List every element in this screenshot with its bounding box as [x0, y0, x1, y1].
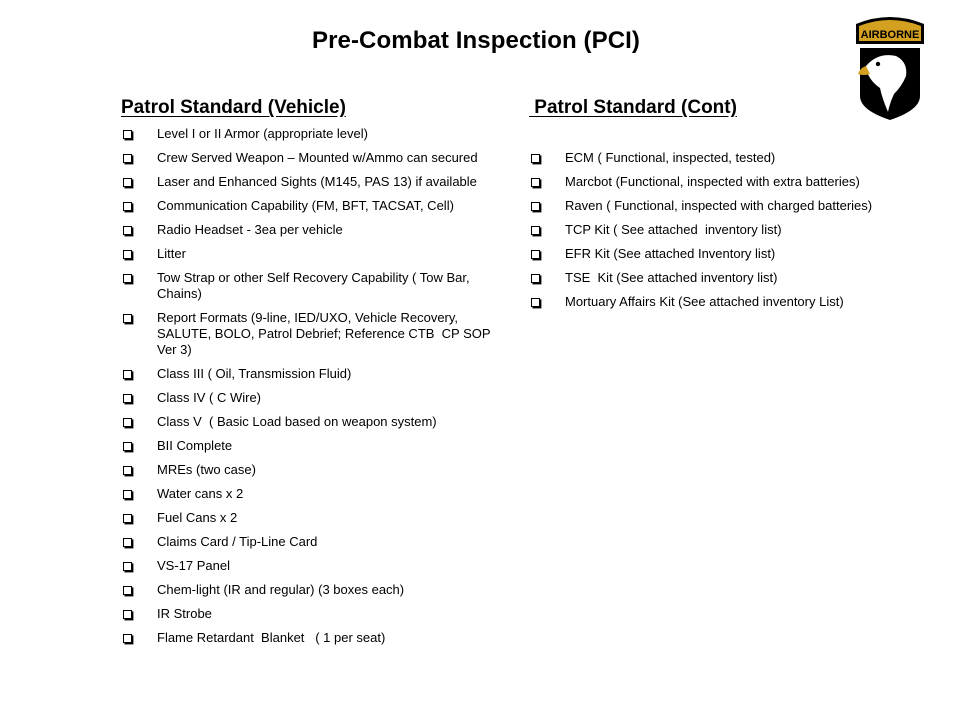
item-label: Chem-light (IR and regular) (3 boxes each) — [157, 582, 405, 597]
checklist-item[interactable] — [529, 294, 925, 310]
item-label: Crew Served Weapon – Mounted w/Ammo can secured — [157, 150, 478, 165]
checklist-item[interactable] — [121, 366, 502, 382]
checkbox[interactable] — [123, 418, 132, 427]
item-label: TCP Kit ( See attached inventory list) — [565, 222, 782, 237]
checklist-item[interactable] — [121, 438, 502, 454]
checkbox[interactable] — [531, 178, 540, 187]
item-label: Water cans x 2 — [157, 486, 244, 501]
checkbox[interactable] — [531, 298, 540, 307]
checkbox[interactable] — [123, 178, 132, 187]
item-label: MREs (two case) — [157, 462, 256, 477]
checkbox[interactable] — [531, 154, 540, 163]
checklist-item[interactable] — [529, 150, 925, 166]
checklist-item[interactable] — [529, 174, 925, 190]
item-label: Fuel Cans x 2 — [157, 510, 238, 525]
item-label: Laser and Enhanced Sights (M145, PAS 13) if available — [157, 174, 477, 189]
item-label: Report Formats (9-line, IED/UXO, Vehicle Recovery, SALUTE, BOLO, Patrol Debrief; Reference CTB CP SOP Ver 3) — [157, 310, 494, 357]
checkbox[interactable] — [123, 634, 132, 643]
checkbox[interactable] — [123, 442, 132, 451]
item-label: Mortuary Affairs Kit (See attached inventory List) — [565, 294, 844, 309]
checkbox[interactable] — [123, 130, 132, 139]
item-label: BII Complete — [157, 438, 233, 453]
checkbox[interactable] — [531, 274, 540, 283]
checklist-item[interactable] — [121, 174, 502, 190]
checkbox[interactable] — [531, 250, 540, 259]
checklist-item[interactable] — [529, 246, 925, 262]
item-label: Class III ( Oil, Transmission Fluid) — [157, 366, 352, 381]
checklist-item[interactable] — [121, 510, 502, 526]
item-label: Class V ( Basic Load based on weapon system) — [157, 414, 437, 429]
checklist-item[interactable] — [121, 310, 502, 358]
checkbox[interactable] — [123, 154, 132, 163]
checklist-item[interactable] — [121, 606, 502, 622]
checklist-item[interactable] — [529, 270, 925, 286]
checklist-item[interactable] — [121, 270, 502, 302]
checklist-item[interactable] — [529, 222, 925, 238]
checklist-item[interactable] — [121, 390, 502, 406]
checkbox[interactable] — [123, 274, 132, 283]
page-title: Pre-Combat Inspection (PCI) — [311, 27, 641, 54]
item-label: Litter — [157, 246, 186, 261]
right-heading: Patrol Standard (Cont) — [529, 97, 737, 118]
item-label: ECM ( Functional, inspected, tested) — [565, 150, 776, 165]
checklist-item[interactable] — [121, 582, 502, 598]
checkbox[interactable] — [123, 538, 132, 547]
left-heading: Patrol Standard (Vehicle) — [121, 97, 346, 118]
checklist-item[interactable] — [121, 486, 502, 502]
item-label: Flame Retardant Blanket ( 1 per seat) — [157, 630, 386, 645]
checkbox[interactable] — [123, 370, 132, 379]
item-label: Tow Strap or other Self Recovery Capability ( Tow Bar, Chains) — [157, 270, 474, 301]
checklist-item[interactable] — [121, 150, 502, 166]
right-column — [529, 96, 929, 318]
checklist-item[interactable] — [121, 414, 502, 430]
item-label: Level I or II Armor (appropriate level) — [157, 126, 368, 141]
left-checklist — [121, 126, 521, 646]
item-label: Class IV ( C Wire) — [157, 390, 261, 405]
checklist-item[interactable] — [121, 222, 502, 238]
item-label: Claims Card / Tip-Line Card — [157, 534, 318, 549]
checklist-item[interactable] — [121, 126, 502, 142]
checklist-item[interactable] — [529, 198, 925, 214]
item-label: Communication Capability (FM, BFT, TACSAT, Cell) — [157, 198, 454, 213]
checkbox[interactable] — [123, 490, 132, 499]
right-checklist — [529, 150, 929, 310]
item-label: IR Strobe — [157, 606, 212, 621]
left-column — [121, 96, 521, 654]
checkbox[interactable] — [123, 394, 132, 403]
checkbox[interactable] — [123, 586, 132, 595]
checkbox[interactable] — [123, 562, 132, 571]
checkbox[interactable] — [123, 610, 132, 619]
checklist-item[interactable] — [121, 198, 502, 214]
checkbox[interactable] — [123, 250, 132, 259]
checklist-item[interactable] — [121, 246, 502, 262]
checklist-item[interactable] — [121, 558, 502, 574]
checkbox[interactable] — [123, 314, 132, 323]
item-label: Raven ( Functional, inspected with charged batteries) — [565, 198, 873, 213]
item-label: TSE Kit (See attached inventory list) — [565, 270, 778, 285]
checkbox[interactable] — [531, 226, 540, 235]
checkbox[interactable] — [123, 466, 132, 475]
item-label: Radio Headset - 3ea per vehicle — [157, 222, 343, 237]
checkbox[interactable] — [123, 514, 132, 523]
item-label: VS-17 Panel — [157, 558, 230, 573]
checklist-item[interactable] — [121, 630, 502, 646]
checkbox[interactable] — [531, 202, 540, 211]
checkbox[interactable] — [123, 202, 132, 211]
item-label: EFR Kit (See attached Inventory list) — [565, 246, 776, 261]
checklist-item[interactable] — [121, 534, 502, 550]
checklist-item[interactable] — [121, 462, 502, 478]
item-label: Marcbot (Functional, inspected with extra batteries) — [565, 174, 860, 189]
logo-text: AIRBORNE — [860, 29, 920, 41]
checkbox[interactable] — [123, 226, 132, 235]
